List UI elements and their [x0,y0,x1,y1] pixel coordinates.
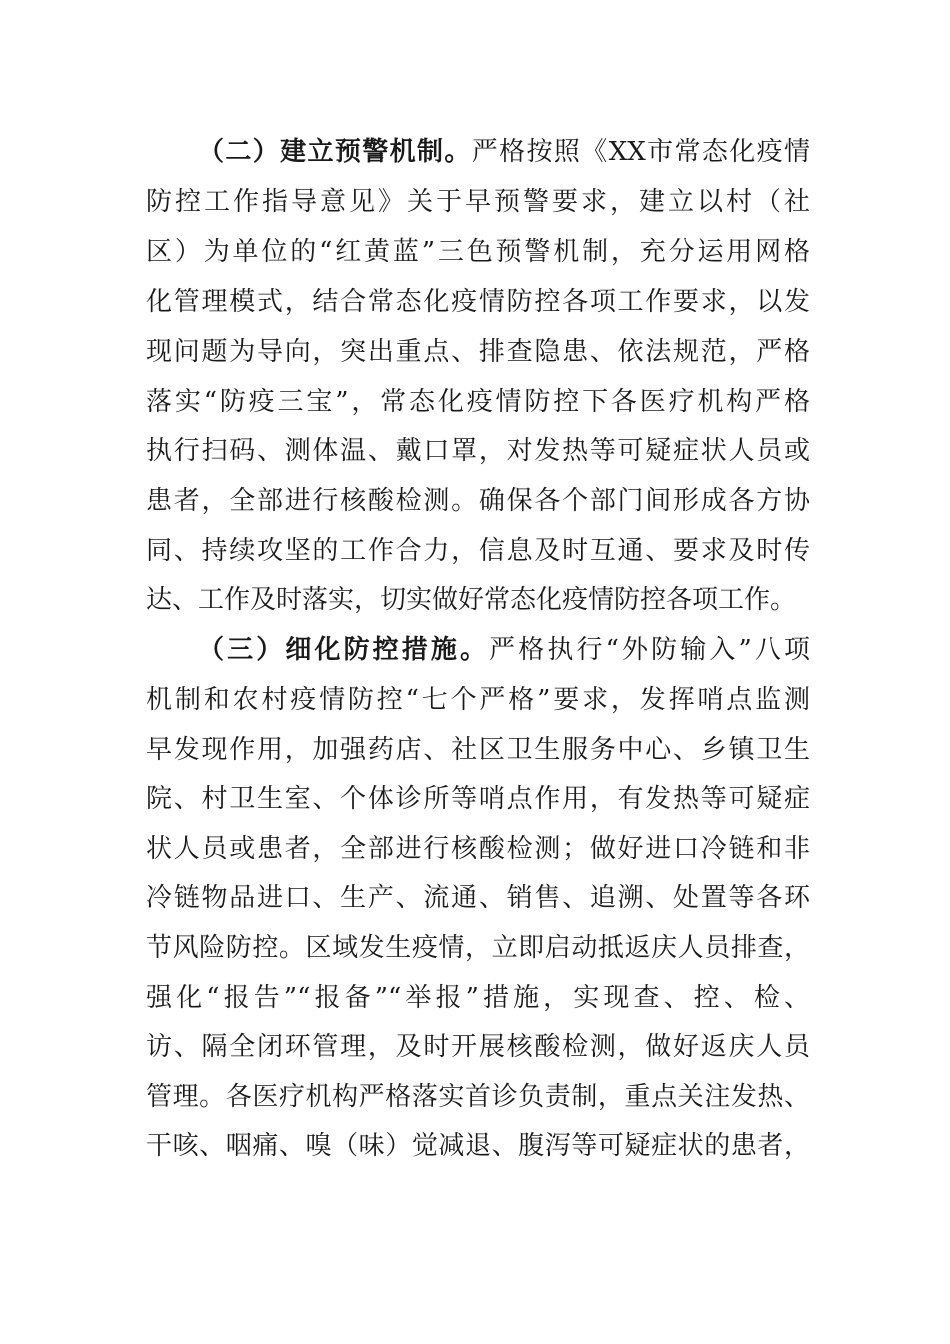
section-heading-3: （三）细化防控措施。 [198,635,490,665]
paragraph-2-line-6: 落实“防疫三宝”，常态化疫情防控下各医疗机构严格 [146,387,810,417]
paragraph-3-line-7: 节风险防控。区域发生疫情，立即启动抵返庆人员排查， [146,933,810,963]
paragraph-3-line-4: 院、村卫生室、个体诊所等哨点作用，有发热等可疑症 [146,784,810,814]
paragraph-2-line-8: 患者，全部进行核酸检测。确保各个部门间形成各方协 [146,486,810,516]
section-heading-2: （二）建立预警机制。 [198,137,472,167]
paragraph-3-line-6: 冷链物品进口、生产、流通、销售、追溯、处置等各环 [146,883,810,913]
paragraph-2-text: 严格按照《XX市常态化疫情 [471,137,810,167]
paragraph-3-line-2: 机制和农村疫情防控“七个严格”要求，发挥哨点监测 [146,685,810,715]
paragraph-3-line-3: 早发现作用，加强药店、社区卫生服务中心、乡镇卫生 [146,735,810,765]
paragraph-2-line-4: 化管理模式，结合常态化疫情防控各项工作要求，以发 [146,287,810,317]
paragraph-2-line-5: 现问题为导向，突出重点、排查隐患、依法规范，严格 [146,337,810,367]
paragraph-2-line-9: 同、持续攻坚的工作合力，信息及时互通、要求及时传 [146,536,810,566]
paragraph-2-line-1 [198,128,810,176]
paragraph-3-line-8: 强化“报告”“报备”“举报”措施，实现查、控、检、 [146,983,810,1013]
paragraph-2-line-7: 执行扫码、测体温、戴口罩，对发热等可疑症状人员或 [146,436,810,466]
paragraph-3-line-1 [198,626,810,674]
paragraph-2-line-3: 区）为单位的“红黄蓝”三色预警机制，充分运用网格 [146,237,810,267]
paragraph-3-text: 严格执行“外防输入”八项 [489,635,810,665]
paragraph-3-line-11: 干咳、咽痛、嗅（味）觉减退、腹泻等可疑症状的患者， [146,1131,810,1161]
paragraph-2-line-10: 达、工作及时落实，切实做好常态化疫情防控各项工作。 [146,585,797,615]
paragraph-3-line-9: 访、隔全闭环管理，及时开展核酸检测，做好返庆人员 [146,1032,810,1062]
paragraph-2-line-2: 防控工作指导意见》关于早预警要求，建立以村（社 [146,187,810,217]
paragraph-3-line-10: 管理。各医疗机构严格落实首诊负责制，重点关注发热、 [146,1082,810,1112]
paragraph-3-line-5: 状人员或患者，全部进行核酸检测；做好进口冷链和非 [146,834,810,864]
